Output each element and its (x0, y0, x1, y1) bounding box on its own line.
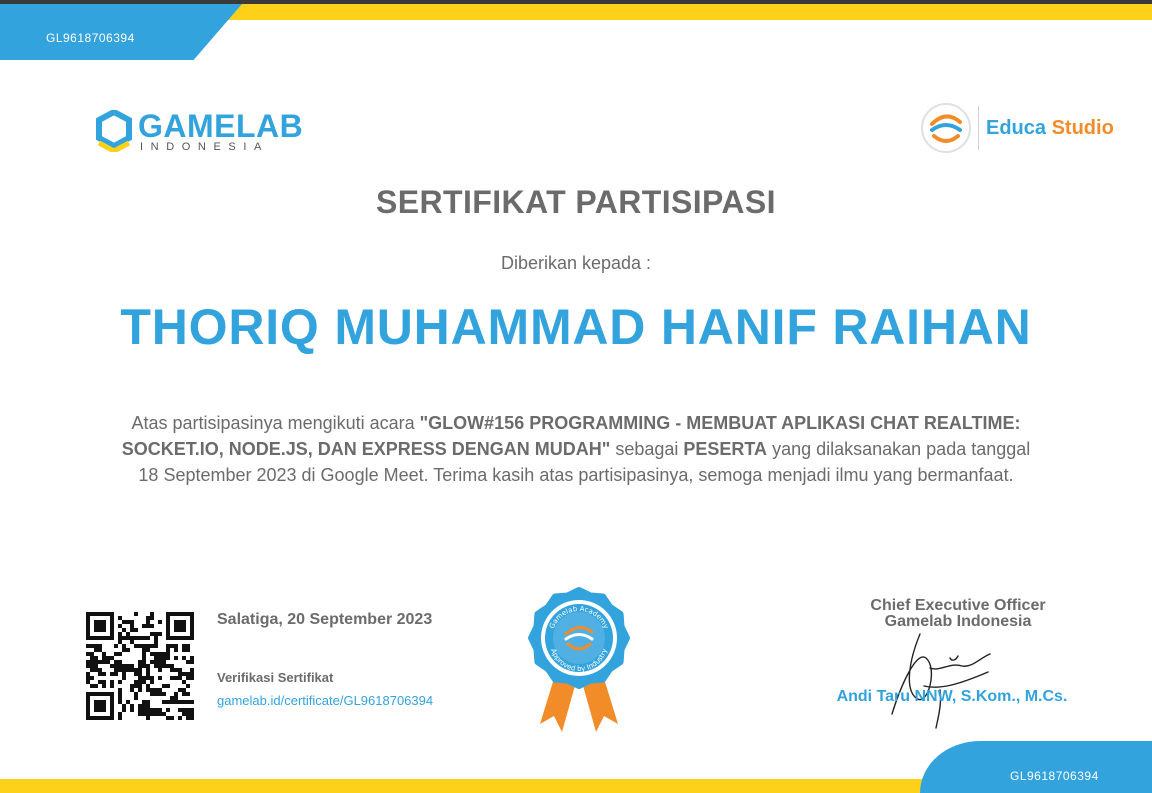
gamelab-logo (96, 108, 306, 156)
award-ribbon-icon (522, 582, 636, 734)
ceo-title-line2: Gamelab Indonesia (884, 613, 1032, 630)
recipient-name: THORIQ MUHAMMAD HANIF RAIHAN (120, 299, 1032, 355)
serial-number-bottom: GL9618706394 (1010, 769, 1099, 783)
ceo-title (820, 598, 1096, 630)
gamelab-subtitle: INDONESIA (140, 141, 269, 153)
qr-code (86, 612, 194, 720)
certificate-title: SERTIFIKAT PARTISIPASI (376, 184, 776, 220)
handwritten-signature (880, 628, 1000, 732)
signer-name: Andi Taru NNW, S.Kom., M.Cs. (836, 688, 1068, 705)
verify-link[interactable]: gamelab.id/certificate/GL9618706394 (217, 693, 434, 708)
body-rest: yang dilaksanakan pada tanggal 18 September 2023 di Google Meet. Terima kasih atas partisipasinya, semoga menjadi ilmu yang bermanfaat. (138, 439, 1031, 485)
badge-bottom-text: Approved by Industry (549, 647, 609, 674)
verify-label: Verifikasi Sertifikat (217, 670, 334, 685)
participant-role: PESERTA (683, 439, 768, 459)
serial-number-top: GL9618706394 (46, 31, 135, 45)
educa-word: Educa (986, 117, 1047, 139)
ceo-title-line1: Chief Executive Officer (870, 597, 1046, 614)
gamelab-hexagon-icon (96, 110, 132, 152)
given-to-label: Diberikan kepada : (500, 253, 652, 273)
gamelab-title: GAMELAB (138, 108, 304, 144)
badge-arc-text: Gamelab Academy (547, 604, 611, 630)
event-name: "GLOW#156 PROGRAMMING - MEMBUAT APLIKASI CHAT REALTIME: SOCKET.IO, NODE.JS, DAN EXPRESS DENGAN MUDAH" (121, 413, 1021, 459)
body-intro: Atas partisipasinya mengikuti acara (131, 413, 420, 433)
body-as: sebagai (610, 439, 684, 459)
certificate-body (120, 410, 1032, 488)
educa-swirl-icon (920, 102, 972, 154)
studio-word: Studio (1051, 117, 1114, 139)
logo-divider (978, 106, 979, 150)
place-date: Salatiga, 20 September 2023 (217, 611, 433, 628)
educa-studio-wordmark (986, 117, 1114, 140)
bottom-blue-tab (920, 741, 1152, 793)
educa-studio-logo (920, 102, 1120, 156)
